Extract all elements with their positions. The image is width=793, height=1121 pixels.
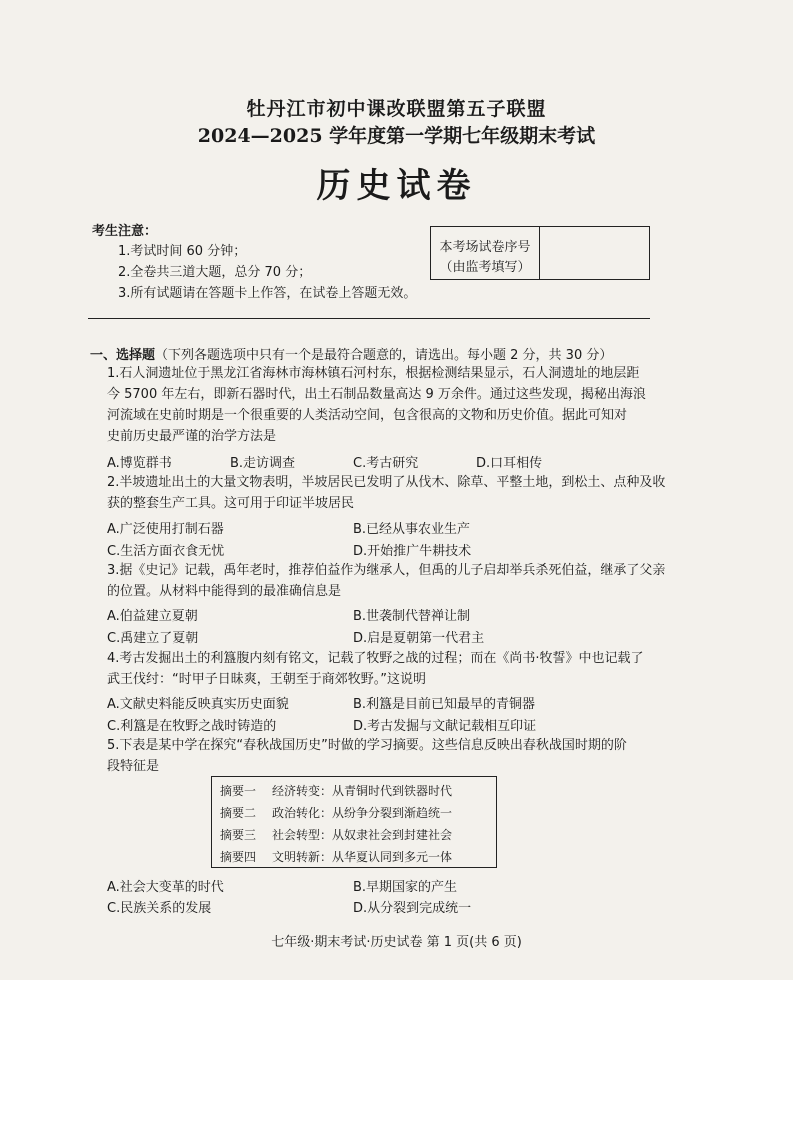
- question-text: 武王伐纣：“时甲子日昧爽，王朝至于商郊牧野。”这说明: [107, 672, 426, 687]
- notice-item: 3.所有试题请在答题卡上作答，在试卷上答题无效。: [118, 286, 417, 301]
- summary-row: [220, 782, 452, 799]
- section-heading: [90, 344, 612, 363]
- exam-session-title: 2024—2025 学年度第一学期七年级期末考试: [197, 125, 596, 147]
- question-text: 获的整套生产工具。这可用于印证半坡居民: [107, 496, 355, 511]
- summary-text: 文明转新：从华夏认同到多元一体: [272, 850, 453, 864]
- option-c: C.考古研究: [353, 456, 419, 471]
- summary-label: 摘要二: [220, 806, 257, 820]
- notice-item: 2.全卷共三道大题，总分 70 分；: [118, 265, 312, 280]
- option-b: B.利簋是目前已知最早的青铜器: [353, 697, 536, 712]
- summary-row: [220, 848, 452, 865]
- option-a: A.广泛使用打制石器: [107, 522, 224, 537]
- header-divider: [88, 318, 650, 319]
- question-text: 段特征是: [107, 759, 160, 774]
- section-instruction: （下列各题选项中只有一个是最符合题意的，请选出。每小题 2 分，共 30 分）: [155, 348, 613, 363]
- option-c: C.利簋是在牧野之战时铸造的: [107, 719, 277, 734]
- summary-text: 政治转化：从纷争分裂到渐趋统一: [272, 806, 453, 820]
- option-c: C.禹建立了夏朝: [107, 631, 199, 646]
- question-text: 2.半坡遗址出土的大量文物表明，半坡居民已发明了从伐木、除草、平整土地，到松土、点种及收: [107, 475, 666, 490]
- question-text: 5.下表是某中学在探究“春秋战国历史”时做的学习摘要。这些信息反映出春秋战国时期的阶: [107, 738, 627, 753]
- summary-row: [220, 826, 452, 843]
- option-a: A.社会大变革的时代: [107, 880, 224, 895]
- question-text: 4.考古发掘出土的利簋腹内刻有铭文，记载了牧野之战的过程；而在《尚书·牧誓》中也记载了: [107, 651, 644, 666]
- notice-item: 1.考试时间 60 分钟；: [118, 244, 247, 259]
- option-a: A.博览群书: [107, 456, 172, 471]
- option-d: D.从分裂到完成统一: [353, 901, 472, 916]
- section-title: 一、选择题: [90, 348, 156, 363]
- option-b: B.走访调查: [230, 456, 296, 471]
- seat-number-note: （由监考填写）: [439, 260, 531, 275]
- page-footer: 七年级·期末考试·历史试卷 第 1 页(共 6 页): [271, 935, 522, 950]
- summary-text: 经济转变：从青铜时代到铁器时代: [272, 784, 453, 798]
- option-d: D.开始推广牛耕技术: [353, 544, 472, 559]
- option-c: C.民族关系的发展: [107, 901, 212, 916]
- option-a: A.伯益建立夏朝: [107, 609, 198, 624]
- option-d: D.考古发掘与文献记载相互印证: [353, 719, 537, 734]
- seat-number-box: [430, 226, 650, 280]
- option-a: A.文献史料能反映真实历史面貌: [107, 697, 289, 712]
- summary-label: 摘要三: [220, 828, 257, 842]
- page-title: 历史试卷: [316, 166, 477, 206]
- summary-text: 社会转型：从奴隶社会到封建社会: [272, 828, 453, 842]
- question-text: 今 5700 年左右，即新石器时代，出土石制品数量高达 9 万余件。通过这些发现，揭秘出海浪: [107, 387, 646, 402]
- question-text: 1.石人洞遗址位于黑龙江省海林市海林镇石河村东，根据检测结果显示，石人洞遗址的地层距: [107, 366, 640, 381]
- box-divider: [539, 227, 540, 279]
- question-text: 的位置。从材料中能得到的最准确信息是: [107, 584, 342, 599]
- option-d: D.启是夏朝第一代君主: [353, 631, 485, 646]
- summary-table: [211, 776, 497, 868]
- option-b: B.早期国家的产生: [353, 880, 458, 895]
- exam-org-title: 牡丹江市初中课改联盟第五子联盟: [246, 98, 547, 120]
- question-text: 河流域在史前时期是一个很重要的人类活动空间，包含很高的文物和历史价值。据此可知对: [107, 408, 628, 423]
- option-b: B.世袭制代替禅让制: [353, 609, 471, 624]
- summary-label: 摘要一: [220, 784, 257, 798]
- option-c: C.生活方面衣食无忧: [107, 544, 225, 559]
- summary-row: [220, 804, 452, 821]
- seat-number-label: 本考场试卷序号: [439, 240, 531, 255]
- question-text: 史前历史最严谨的治学方法是: [107, 429, 277, 444]
- option-d: D.口耳相传: [476, 456, 543, 471]
- question-text: 3.据《史记》记载，禹年老时，推荐伯益作为继承人，但禹的儿子启却举兵杀死伯益，继承了父亲: [107, 563, 666, 578]
- notice-heading: 考生注意：: [92, 224, 158, 239]
- summary-label: 摘要四: [220, 850, 257, 864]
- option-b: B.已经从事农业生产: [353, 522, 471, 537]
